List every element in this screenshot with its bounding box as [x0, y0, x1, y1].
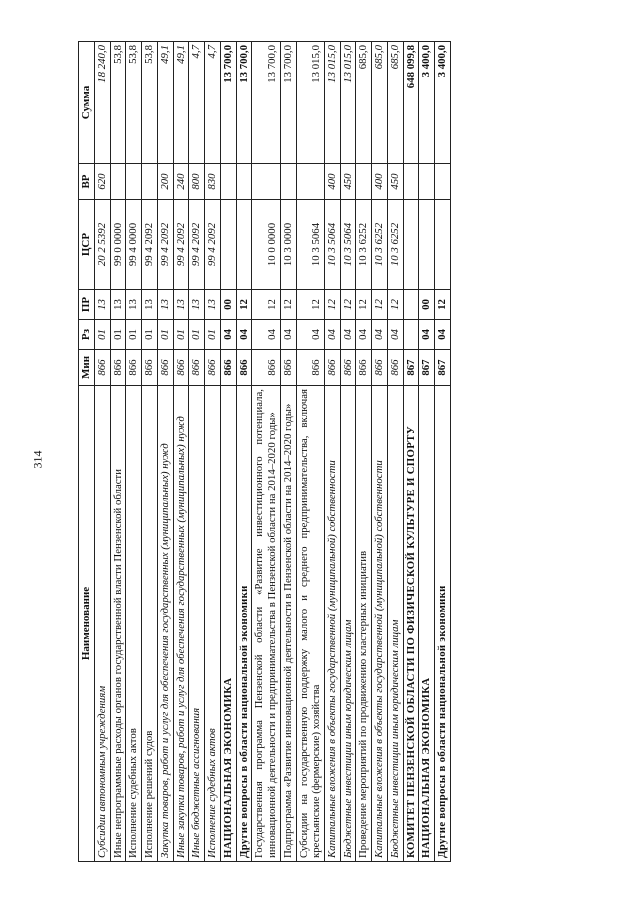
table-row: [126, 42, 142, 862]
budget-table: [78, 41, 451, 862]
header-name: Наименование: [79, 386, 95, 862]
cell-csr: 20 2 5392: [94, 200, 110, 290]
cell-rz: 04: [296, 320, 324, 350]
cell-pr: 00: [220, 290, 236, 320]
cell-min: 866: [173, 350, 189, 386]
table-row: [142, 42, 158, 862]
cell-csr: 10 0 0000: [252, 200, 280, 290]
cell-sum: 3 400,0: [419, 42, 435, 164]
cell-sum: 13 700,0: [220, 42, 236, 164]
cell-csr: 99 4 2092: [205, 200, 221, 290]
cell-csr: 99 4 0000: [126, 200, 142, 290]
cell-min: 866: [252, 350, 280, 386]
cell-sum: 13 700,0: [280, 42, 296, 164]
cell-vr: [110, 164, 126, 200]
cell-vr: [403, 164, 419, 200]
table-row: [296, 42, 324, 862]
cell-pr: 12: [252, 290, 280, 320]
cell-rz: 01: [173, 320, 189, 350]
cell-sum: 4,7: [205, 42, 221, 164]
cell-rz: 01: [205, 320, 221, 350]
table-row: [387, 42, 403, 862]
cell-rz: 04: [372, 320, 388, 350]
cell-csr: 99 4 2092: [142, 200, 158, 290]
cell-pr: 12: [280, 290, 296, 320]
cell-rz: 04: [419, 320, 435, 350]
cell-rz: 01: [94, 320, 110, 350]
cell-pr: 12: [340, 290, 356, 320]
cell-rz: 04: [324, 320, 340, 350]
table-row: [280, 42, 296, 862]
table-row: [252, 42, 280, 862]
cell-pr: 13: [142, 290, 158, 320]
cell-csr: 99 4 2092: [173, 200, 189, 290]
cell-name: Закупка товаров, работ и услуг для обеспечения государственных (муниципальных) нужд: [157, 386, 173, 862]
cell-csr: 10 3 6252: [356, 200, 372, 290]
cell-pr: 12: [387, 290, 403, 320]
table-row: [189, 42, 205, 862]
table-row: [372, 42, 388, 862]
cell-sum: 13 700,0: [252, 42, 280, 164]
cell-sum: 3 400,0: [435, 42, 451, 164]
header-sum: Сумма: [79, 42, 95, 164]
cell-csr: 10 3 5064: [296, 200, 324, 290]
cell-rz: 01: [126, 320, 142, 350]
cell-min: 866: [142, 350, 158, 386]
cell-csr: 10 3 6252: [372, 200, 388, 290]
cell-pr: 12: [372, 290, 388, 320]
cell-name: Иные бюджетные ассигнования: [189, 386, 205, 862]
table-row: [419, 42, 435, 862]
cell-min: 866: [236, 350, 252, 386]
header-rz: Рз: [79, 320, 95, 350]
cell-vr: [142, 164, 158, 200]
table-row: [205, 42, 221, 862]
cell-sum: 685,0: [356, 42, 372, 164]
table-row: [356, 42, 372, 862]
cell-sum: 53,8: [126, 42, 142, 164]
cell-rz: 01: [157, 320, 173, 350]
cell-min: 866: [220, 350, 236, 386]
cell-name: Исполнение судебных актов: [205, 386, 221, 862]
cell-vr: 620: [94, 164, 110, 200]
cell-pr: 13: [157, 290, 173, 320]
cell-sum: 13 015,0: [340, 42, 356, 164]
cell-csr: 99 0 0000: [110, 200, 126, 290]
cell-csr: [220, 200, 236, 290]
cell-vr: 450: [340, 164, 356, 200]
cell-pr: 13: [205, 290, 221, 320]
cell-csr: [419, 200, 435, 290]
table-row: [403, 42, 419, 862]
table-row: [157, 42, 173, 862]
cell-vr: [280, 164, 296, 200]
cell-name: Субсидии на государственную поддержку малого и среднего предпринимательства, включая крестьянские (фермерские) хозяйства: [296, 386, 324, 862]
cell-rz: 04: [236, 320, 252, 350]
cell-pr: 13: [126, 290, 142, 320]
cell-name: Иные непрограммные расходы органов государственной власти Пензенской области: [110, 386, 126, 862]
cell-name: НАЦИОНАЛЬНАЯ ЭКОНОМИКА: [220, 386, 236, 862]
table-body: [94, 42, 450, 862]
cell-pr: 13: [94, 290, 110, 320]
table-row: [324, 42, 340, 862]
cell-pr: 12: [435, 290, 451, 320]
header-csr: ЦСР: [79, 200, 95, 290]
cell-vr: 800: [189, 164, 205, 200]
cell-name: Другие вопросы в области национальной экономики: [236, 386, 252, 862]
cell-csr: [236, 200, 252, 290]
cell-min: 866: [280, 350, 296, 386]
cell-vr: 400: [324, 164, 340, 200]
cell-pr: 12: [296, 290, 324, 320]
cell-vr: [220, 164, 236, 200]
cell-sum: 49,1: [173, 42, 189, 164]
cell-vr: 450: [387, 164, 403, 200]
cell-sum: 13 015,0: [324, 42, 340, 164]
cell-rz: 04: [220, 320, 236, 350]
cell-rz: 01: [142, 320, 158, 350]
cell-sum: 648 099,8: [403, 42, 419, 164]
cell-rz: 04: [252, 320, 280, 350]
cell-min: 866: [387, 350, 403, 386]
cell-min: 867: [403, 350, 419, 386]
cell-pr: 12: [236, 290, 252, 320]
cell-min: 866: [356, 350, 372, 386]
cell-csr: 10 3 5064: [340, 200, 356, 290]
cell-vr: [419, 164, 435, 200]
cell-min: 866: [372, 350, 388, 386]
cell-name: Субсидии автономным учреждениям: [94, 386, 110, 862]
cell-name: Проведение мероприятий по продвижению кластерных инициатив: [356, 386, 372, 862]
cell-vr: 240: [173, 164, 189, 200]
cell-vr: [236, 164, 252, 200]
cell-sum: 685,0: [387, 42, 403, 164]
cell-rz: 04: [340, 320, 356, 350]
table-row: [110, 42, 126, 862]
cell-min: 866: [157, 350, 173, 386]
cell-pr: 00: [419, 290, 435, 320]
cell-vr: [356, 164, 372, 200]
cell-min: 866: [126, 350, 142, 386]
cell-rz: 04: [387, 320, 403, 350]
cell-min: 866: [189, 350, 205, 386]
cell-csr: 10 3 6252: [387, 200, 403, 290]
budget-table-sheet: [78, 0, 623, 905]
cell-min: 866: [110, 350, 126, 386]
cell-min: 866: [205, 350, 221, 386]
cell-name: Подпрограмма «Развитие инновационной деятельности в Пензенской области на 2014–2020 годы»: [280, 386, 296, 862]
cell-pr: 13: [173, 290, 189, 320]
table-row: [220, 42, 236, 862]
table-row: [173, 42, 189, 862]
cell-pr: [403, 290, 419, 320]
cell-sum: 53,8: [110, 42, 126, 164]
cell-sum: 49,1: [157, 42, 173, 164]
cell-csr: [435, 200, 451, 290]
cell-vr: [435, 164, 451, 200]
table-row: [340, 42, 356, 862]
cell-name: Бюджетные инвестиции иным юридическим лицам: [387, 386, 403, 862]
cell-csr: 10 3 5064: [324, 200, 340, 290]
cell-pr: 13: [110, 290, 126, 320]
cell-name: Капитальные вложения в объекты государственной (муниципальной) собственности: [324, 386, 340, 862]
table-header-row: [79, 42, 95, 862]
cell-name: КОМИТЕТ ПЕНЗЕНСКОЙ ОБЛАСТИ ПО ФИЗИЧЕСКОЙ КУЛЬТУРЕ И СПОРТУ: [403, 386, 419, 862]
cell-csr: [403, 200, 419, 290]
header-vr: ВР: [79, 164, 95, 200]
cell-name: НАЦИОНАЛЬНАЯ ЭКОНОМИКА: [419, 386, 435, 862]
cell-sum: 685,0: [372, 42, 388, 164]
cell-pr: 12: [324, 290, 340, 320]
table-row: [94, 42, 110, 862]
cell-min: 866: [340, 350, 356, 386]
page-number-strip: [8, 0, 68, 905]
cell-name: Исполнение решений судов: [142, 386, 158, 862]
cell-sum: 53,8: [142, 42, 158, 164]
header-min: Мин: [79, 350, 95, 386]
cell-name: Иные закупки товаров, работ и услуг для обеспечения государственных (муниципальных) нужд: [173, 386, 189, 862]
cell-rz: 01: [110, 320, 126, 350]
cell-min: 866: [296, 350, 324, 386]
cell-name: Исполнение судебных актов: [126, 386, 142, 862]
cell-min: 867: [435, 350, 451, 386]
cell-csr: 99 4 2092: [189, 200, 205, 290]
cell-rz: [403, 320, 419, 350]
table-row: [435, 42, 451, 862]
cell-vr: 830: [205, 164, 221, 200]
cell-sum: 18 240,0: [94, 42, 110, 164]
cell-name: Другие вопросы в области национальной экономики: [435, 386, 451, 862]
cell-rz: 04: [356, 320, 372, 350]
cell-sum: 4,7: [189, 42, 205, 164]
cell-name: Бюджетные инвестиции иным юридическим лицам: [340, 386, 356, 862]
cell-min: 866: [94, 350, 110, 386]
cell-sum: 13 700,0: [236, 42, 252, 164]
cell-rz: 04: [435, 320, 451, 350]
page-number: 314: [30, 450, 45, 469]
cell-pr: 13: [189, 290, 205, 320]
cell-min: 867: [419, 350, 435, 386]
cell-name: Капитальные вложения в объекты государственной (муниципальной) собственности: [372, 386, 388, 862]
cell-sum: 13 015,0: [296, 42, 324, 164]
cell-csr: 99 4 2092: [157, 200, 173, 290]
cell-min: 866: [324, 350, 340, 386]
cell-vr: 400: [372, 164, 388, 200]
cell-name: Государственная программа Пензенской области «Развитие инвестиционного потенциала, инновационной деятельности и предпринимательства в Пензенской области на 2014–2020 годы»: [252, 386, 280, 862]
table-row: [236, 42, 252, 862]
header-pr: ПР: [79, 290, 95, 320]
cell-vr: [252, 164, 280, 200]
cell-vr: [126, 164, 142, 200]
rotated-table-container: [78, 42, 623, 862]
cell-pr: 12: [356, 290, 372, 320]
cell-rz: 04: [280, 320, 296, 350]
cell-rz: 01: [189, 320, 205, 350]
cell-csr: 10 3 0000: [280, 200, 296, 290]
cell-vr: [296, 164, 324, 200]
cell-vr: 200: [157, 164, 173, 200]
